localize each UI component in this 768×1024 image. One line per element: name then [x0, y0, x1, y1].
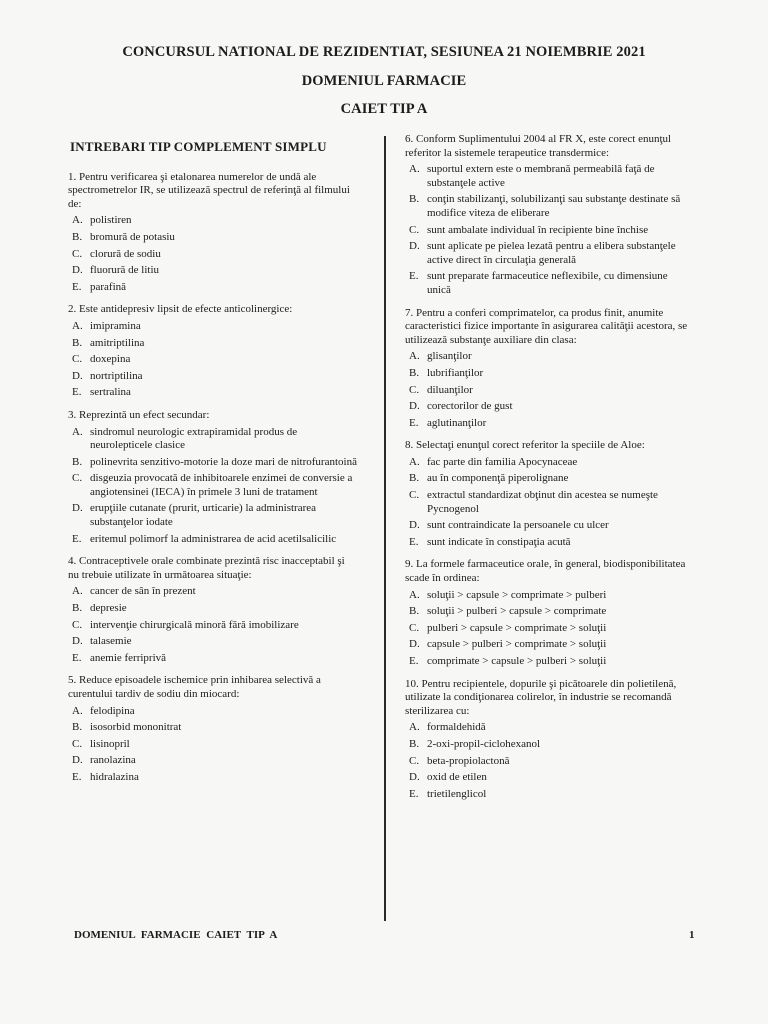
question-text: 5. Reduce episoadele ischemice prin inhibarea selectivă a curentului tardiv de sodiu din miocard:: [68, 674, 321, 700]
answer-option: [72, 214, 358, 228]
option-letter: C.: [72, 247, 83, 260]
option-text: eritemul polimorf la administrarea de acid acetilsalicilic: [90, 532, 337, 545]
answer-option: [409, 240, 690, 267]
option-letter: B.: [409, 737, 420, 750]
option-text: felodipina: [90, 704, 135, 717]
option-text: aglutinanţilor: [427, 416, 487, 429]
option-text: polinevrita senzitivo-motorie la doze mari de nitrofurantoină: [90, 455, 357, 468]
option-letter: D.: [409, 638, 420, 651]
option-text: lubrifianţilor: [427, 366, 484, 379]
option-text: nortriptilina: [90, 369, 143, 382]
answer-option: [409, 400, 690, 414]
answer-option: [72, 652, 358, 666]
option-text: depresie: [90, 602, 127, 615]
option-text: oxid de etilen: [427, 771, 487, 784]
option-letter: A.: [72, 319, 83, 332]
answer-option: [409, 589, 690, 603]
option-text: trietilenglicol: [427, 787, 487, 800]
question: [68, 303, 358, 400]
answer-option: [72, 472, 358, 499]
option-letter: A.: [72, 425, 83, 438]
option-letter: B.: [72, 230, 83, 243]
answer-options: [68, 585, 358, 665]
answer-option: [72, 771, 358, 785]
answer-option: [72, 721, 358, 735]
option-text: au în componenţă piperolignane: [427, 472, 569, 485]
answer-option: [72, 320, 358, 334]
option-letter: A.: [72, 214, 83, 227]
option-text: beta-propiolactonă: [427, 754, 510, 767]
answer-option: [409, 472, 690, 486]
answer-option: [409, 536, 690, 550]
option-letter: D.: [409, 771, 420, 784]
question: [68, 674, 358, 784]
option-letter: A.: [409, 455, 420, 468]
answer-option: [409, 456, 690, 470]
option-text: pulberi > capsule > comprimate > soluţii: [427, 621, 607, 634]
answer-option: [72, 619, 358, 633]
question-text: 4. Contraceptivele orale combinate prezintă risc inacceptabil şi nu trebuie utilizate în următoarea situaţie:: [68, 555, 345, 581]
option-text: sunt aplicate pe pielea lezată pentru a elibera substanţele active direct în circulaţia generală: [427, 240, 676, 266]
option-letter: E.: [72, 280, 82, 293]
option-text: diluanţilor: [427, 383, 473, 396]
answer-option: [72, 426, 358, 453]
option-text: sunt contraindicate la persoanele cu ulcer: [427, 519, 609, 532]
question: [405, 558, 690, 668]
option-text: amitriptilina: [90, 336, 145, 349]
option-letter: D.: [72, 635, 83, 648]
option-text: ranolazina: [90, 754, 136, 767]
option-letter: D.: [409, 519, 420, 532]
option-letter: D.: [72, 502, 83, 515]
option-letter: A.: [72, 704, 83, 717]
answer-option: [72, 635, 358, 649]
option-letter: C.: [72, 472, 83, 485]
option-letter: B.: [409, 366, 420, 379]
option-text: lisinopril: [90, 737, 130, 750]
option-text: imipramina: [90, 319, 141, 332]
option-text: intervenţie chirurgicală minoră fără imobilizare: [90, 618, 299, 631]
option-text: hidralazina: [90, 770, 139, 783]
option-letter: B.: [72, 721, 83, 734]
section-title: INTREBARI TIP COMPLEMENT SIMPLU: [70, 139, 327, 154]
option-text: bromură de potasiu: [90, 230, 175, 243]
option-letter: E.: [409, 416, 419, 429]
answer-option: [72, 705, 358, 719]
answer-options: [405, 163, 690, 297]
question-text: 9. La formele farmaceutice orale, în general, biodisponibilitatea scade în ordinea:: [405, 558, 686, 585]
answer-option: [409, 771, 690, 785]
question: [68, 409, 358, 546]
answer-option: [72, 264, 358, 278]
answer-option: [409, 417, 690, 431]
option-text: anemie ferriprivă: [90, 651, 167, 664]
answer-options: [405, 456, 690, 550]
answer-option: [72, 248, 358, 262]
answer-option: [72, 602, 358, 616]
answer-option: [409, 519, 690, 533]
answer-options: [405, 721, 690, 801]
question: [68, 555, 358, 665]
question-text: 7. Pentru a conferi comprimatelor, ca produs finit, anumite caracteristici fizice importante în asigurarea calităţii acestora, se utilizează substanţe auxiliare din clasa:: [405, 306, 688, 346]
right-column: [405, 133, 690, 810]
question-text: 1. Pentru verificarea şi etalonarea numerelor de undă ale spectrometrelor IR, se utilizează spectrul de referinţă al filmului de:: [68, 170, 350, 210]
option-letter: D.: [409, 240, 420, 253]
column-divider: [384, 136, 386, 921]
answer-options: [405, 589, 690, 669]
option-text: conţin stabilizanţi, solubilizanţi sau substanţe destinate să modifice viteza de eliberare: [427, 193, 681, 219]
option-letter: D.: [72, 369, 83, 382]
option-text: doxepina: [90, 353, 131, 366]
option-text: erupţiile cutanate (prurit, urticarie) la administrarea substanţelor iodate: [90, 502, 316, 529]
answer-option: [72, 353, 358, 367]
option-text: fac parte din familia Apocynaceae: [427, 455, 578, 468]
option-text: disgeuzia provocată de inhibitoarele enzimei de conversie a angiotensinei (IECA) în primele 3 luni de tratament: [90, 472, 353, 498]
option-letter: A.: [409, 163, 420, 176]
question-text: 6. Conform Suplimentului 2004 al FR X, este corect enunţul referitor la sistemele terapeutice transdermice:: [405, 133, 672, 159]
option-letter: E.: [409, 655, 419, 667]
answer-option: [72, 281, 358, 295]
option-text: capsule > pulberi > comprimate > soluţii: [427, 638, 607, 651]
answer-option: [409, 163, 690, 190]
option-text: cancer de sân în prezent: [90, 585, 196, 598]
answer-option: [72, 231, 358, 245]
option-text: sunt ambalate individual în recipiente bine închise: [427, 223, 649, 236]
option-letter: D.: [72, 754, 83, 767]
option-letter: B.: [409, 193, 420, 206]
option-letter: C.: [72, 353, 83, 366]
question: [405, 133, 690, 298]
option-letter: D.: [72, 264, 83, 277]
option-text: talasemie: [90, 635, 132, 648]
option-letter: B.: [72, 602, 83, 615]
question: [405, 439, 690, 549]
option-text: sunt preparate farmaceutice neflexibile, cu dimensiune unică: [427, 270, 668, 296]
exam-domain: DOMENIUL FARMACIE: [301, 73, 467, 89]
answer-option: [72, 502, 358, 529]
option-text: glisanţilor: [427, 350, 472, 363]
option-text: isosorbid mononitrat: [90, 721, 182, 734]
option-letter: E.: [409, 535, 419, 548]
option-text: 2-oxi-propil-ciclohexanol: [427, 737, 541, 750]
exam-booklet-type: CAIET TIP A: [340, 101, 428, 117]
option-letter: D.: [409, 400, 420, 413]
option-letter: E.: [72, 532, 82, 545]
left-question-list: [68, 171, 358, 785]
option-letter: B.: [72, 336, 83, 349]
answer-option: [409, 270, 690, 297]
answer-option: [409, 788, 690, 802]
question: [68, 171, 358, 295]
option-letter: E.: [72, 386, 82, 399]
option-text: soluţii > pulberi > capsule > comprimate: [427, 605, 607, 618]
option-text: fluorură de litiu: [90, 264, 160, 277]
page-number: 1: [689, 929, 695, 941]
option-letter: C.: [409, 621, 420, 634]
option-text: polistiren: [90, 214, 132, 227]
option-letter: B.: [409, 472, 420, 485]
answer-option: [409, 655, 690, 669]
right-question-list: [405, 133, 690, 801]
answer-option: [409, 489, 690, 516]
answer-option: [72, 386, 358, 400]
answer-option: [409, 193, 690, 220]
answer-option: [72, 370, 358, 384]
answer-option: [409, 721, 690, 735]
option-text: sunt indicate în constipaţia acută: [427, 535, 571, 548]
answer-option: [409, 605, 690, 619]
option-letter: A.: [72, 585, 83, 598]
answer-option: [72, 738, 358, 752]
footer-label: DOMENIUL FARMACIE CAIET TIP A: [74, 929, 278, 941]
option-text: extractul standardizat obţinut din acestea se numeşte Pycnogenol: [427, 489, 658, 515]
answer-option: [72, 533, 358, 547]
option-letter: E.: [72, 651, 82, 664]
answer-option: [409, 367, 690, 381]
answer-options: [68, 426, 358, 547]
option-text: comprimate > capsule > pulberi > soluţii: [427, 655, 607, 667]
option-letter: C.: [409, 754, 420, 767]
answer-option: [72, 585, 358, 599]
option-letter: A.: [409, 588, 420, 601]
option-letter: E.: [409, 270, 419, 283]
answer-option: [409, 638, 690, 652]
left-column: [68, 140, 358, 794]
option-text: clorură de sodiu: [90, 247, 161, 260]
option-text: sertralina: [90, 386, 131, 399]
question-text: 10. Pentru recipientele, dopurile şi picătoarele din polietilenă, utilizate la condiţionarea colirelor, în industrie se recomandă sterilizarea cu:: [405, 677, 677, 717]
answer-option: [409, 224, 690, 238]
answer-option: [409, 755, 690, 769]
answer-option: [409, 384, 690, 398]
question: [405, 678, 690, 802]
option-letter: C.: [409, 489, 420, 502]
exam-title: CONCURSUL NATIONAL DE REZIDENTIAT, SESIUNEA 21 NOIEMBRIE 2021: [122, 44, 646, 60]
option-letter: B.: [72, 455, 83, 468]
option-letter: C.: [72, 618, 83, 631]
option-text: suportul extern este o membrană permeabilă faţă de substanţele active: [427, 163, 655, 189]
option-letter: C.: [409, 223, 420, 236]
option-letter: C.: [409, 383, 420, 396]
option-text: soluţii > capsule > comprimate > pulberi: [427, 588, 607, 601]
question: [405, 307, 690, 431]
answer-options: [68, 320, 358, 400]
option-letter: B.: [409, 605, 420, 618]
answer-options: [68, 214, 358, 294]
option-letter: C.: [72, 737, 83, 750]
option-text: parafină: [90, 280, 127, 293]
answer-option: [72, 337, 358, 351]
answer-option: [72, 456, 358, 470]
answer-option: [409, 738, 690, 752]
option-letter: A.: [409, 721, 420, 734]
answer-options: [68, 705, 358, 785]
option-text: corectorilor de gust: [427, 400, 513, 413]
option-text: formaldehidă: [427, 721, 486, 734]
question-text: 3. Reprezintă un efect secundar:: [68, 408, 210, 421]
option-letter: E.: [72, 770, 82, 783]
answer-options: [405, 350, 690, 430]
answer-option: [409, 350, 690, 364]
option-letter: E.: [409, 787, 419, 800]
option-text: sindromul neurologic extrapiramidal produs de neurolepticele clasice: [90, 425, 298, 452]
answer-option: [72, 754, 358, 768]
answer-option: [409, 622, 690, 636]
question-text: 8. Selectaţi enunţul corect referitor la speciile de Aloe:: [405, 439, 645, 452]
question-text: 2. Este antidepresiv lipsit de efecte anticolinergice:: [68, 303, 293, 316]
option-letter: A.: [409, 350, 420, 363]
